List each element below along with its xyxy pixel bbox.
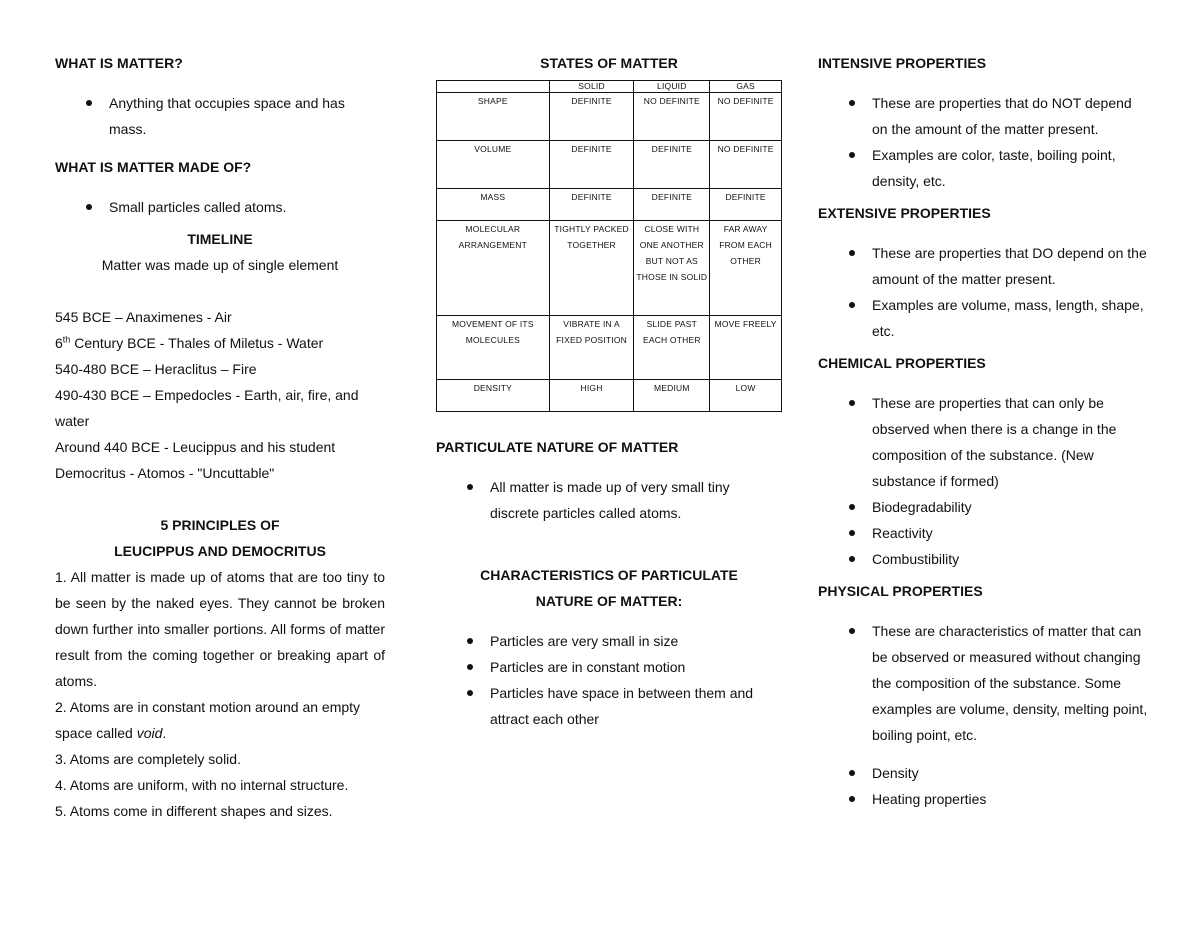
list-item: Combustibility [818,546,1148,572]
timeline-entry: Around 440 BCE - Leucippus and his student Democritus - Atomos - "Uncuttable" [55,439,336,481]
list-item: Reactivity [818,520,1148,546]
list-item: Examples are volume, mass, length, shape, etc. [818,292,1148,344]
table-cell: NO DEFINITE [634,93,710,141]
list-item: Particles have space in between them and attract each other [436,680,782,732]
table-header-cell: LIQUID [634,81,710,93]
principle-item: 5. Atoms come in different shapes and sizes. [55,803,333,819]
intensive-list [818,90,1148,194]
table-row [437,316,782,380]
table-header-cell [437,81,550,93]
list-item: These are characteristics of matter that can be observed or measured without changing the composition of the substance. Some examples are volume, density, melting point, boiling point, etc. [818,618,1148,748]
particulate-heading: PARTICULATE NATURE OF MATTER [436,439,679,455]
table-row-label: SHAPE [437,93,550,141]
chemical-list [818,390,1148,572]
table-row-label: DENSITY [437,380,550,412]
table-cell: CLOSE WITH ONE ANOTHER BUT NOT AS THOSE IN SOLID [634,221,710,316]
particulate-list [436,474,782,526]
list-item: Density [818,760,1148,786]
list-item: Small particles called atoms. [55,194,385,220]
table-row-label: MOLECULAR ARRANGEMENT [437,221,550,316]
list-item: Heating properties [818,786,1148,812]
principle-text-end: . [162,725,167,741]
characteristics-heading: CHARACTERISTICS OF PARTICULATE [480,567,738,583]
table-cell: DEFINITE [549,93,634,141]
timeline-entry: 540-480 BCE – Heraclitus – Fire [55,361,257,377]
table-header-cell: GAS [710,81,782,93]
principle-emphasis: void [136,725,163,741]
timeline-entry: 490-430 BCE – Empedocles - Earth, air, fire, and water [55,387,359,429]
what-is-matter-list [55,90,385,142]
principle-text: 2. Atoms are in constant motion around an empty space called [55,699,361,741]
extensive-heading: EXTENSIVE PROPERTIES [818,205,991,221]
timeline-subtitle: Matter was made up of single element [101,257,339,273]
what-is-matter-heading: WHAT IS MATTER? [55,55,183,71]
table-cell: DEFINITE [634,141,710,189]
ordinal-suffix: th [62,334,71,345]
table-cell: DEFINITE [549,189,634,221]
timeline-heading: TIMELINE [187,231,253,247]
states-heading: STATES OF MATTER [540,55,678,71]
principle-item: 1. All matter is made up of atoms that are too tiny to be seen by the naked eyes. They cannot be broken down further into smaller portions. All forms of matter result from the coming together or breaking apart of atoms. [55,569,385,689]
timeline-entry: 545 BCE – Anaximenes - Air [55,309,232,325]
list-item: These are properties that do NOT depend on the amount of the matter present. [818,90,1148,142]
table-cell: FAR AWAY FROM EACH OTHER [710,221,782,316]
list-item: These are properties that DO depend on the amount of the matter present. [818,240,1148,292]
timeline-entry-rest: Century BCE - Thales of Miletus - Water [70,335,324,351]
states-table [436,80,782,412]
characteristics-list [436,628,782,732]
principle-item: 4. Atoms are uniform, with no internal structure. [55,777,349,793]
made-of-heading: WHAT IS MATTER MADE OF? [55,159,252,175]
table-row-label: VOLUME [437,141,550,189]
table-header-cell: SOLID [549,81,634,93]
table-cell: SLIDE PAST EACH OTHER [634,316,710,380]
list-item: Biodegradability [818,494,1148,520]
list-item: These are properties that can only be observed when there is a change in the composition of the substance. (New substance if formed) [818,390,1148,494]
made-of-list [55,194,385,220]
extensive-list [818,240,1148,344]
column-left [55,50,385,824]
table-row-label: MOVEMENT OF ITS MOLECULES [437,316,550,380]
table-row [437,221,782,316]
principle-item [55,694,385,746]
physical-extra-list [818,760,1148,812]
table-cell: MOVE FREELY [710,316,782,380]
table-cell: HIGH [549,380,634,412]
table-cell: DEFINITE [549,141,634,189]
list-item: Particles are in constant motion [436,654,782,680]
table-row [437,380,782,412]
list-item: Anything that occupies space and has mass. [55,90,385,142]
table-cell: DEFINITE [710,189,782,221]
table-cell: NO DEFINITE [710,141,782,189]
table-cell: LOW [710,380,782,412]
characteristics-heading-line2: NATURE OF MATTER: [535,593,683,609]
table-cell: MEDIUM [634,380,710,412]
table-cell: TIGHTLY PACKED TOGETHER [549,221,634,316]
table-row [437,189,782,221]
table-row [437,93,782,141]
table-header-row [437,81,782,93]
list-item: Particles are very small in size [436,628,782,654]
intensive-heading: INTENSIVE PROPERTIES [818,55,987,71]
table-row [437,141,782,189]
column-middle [436,50,782,732]
principle-item: 3. Atoms are completely solid. [55,751,241,767]
principles-heading-line2: LEUCIPPUS AND DEMOCRITUS [114,543,326,559]
timeline-entry [55,330,385,356]
list-item: Examples are color, taste, boiling point, density, etc. [818,142,1148,194]
physical-heading: PHYSICAL PROPERTIES [818,583,983,599]
table-cell: NO DEFINITE [710,93,782,141]
table-cell: DEFINITE [634,189,710,221]
physical-list [818,618,1148,748]
column-right [818,50,1148,812]
table-row-label: MASS [437,189,550,221]
principles-heading: 5 PRINCIPLES OF [160,517,280,533]
timeline-century: 6 [55,335,63,351]
chemical-heading: CHEMICAL PROPERTIES [818,355,986,371]
list-item: All matter is made up of very small tiny discrete particles called atoms. [436,474,782,526]
table-cell: VIBRATE IN A FIXED POSITION [549,316,634,380]
